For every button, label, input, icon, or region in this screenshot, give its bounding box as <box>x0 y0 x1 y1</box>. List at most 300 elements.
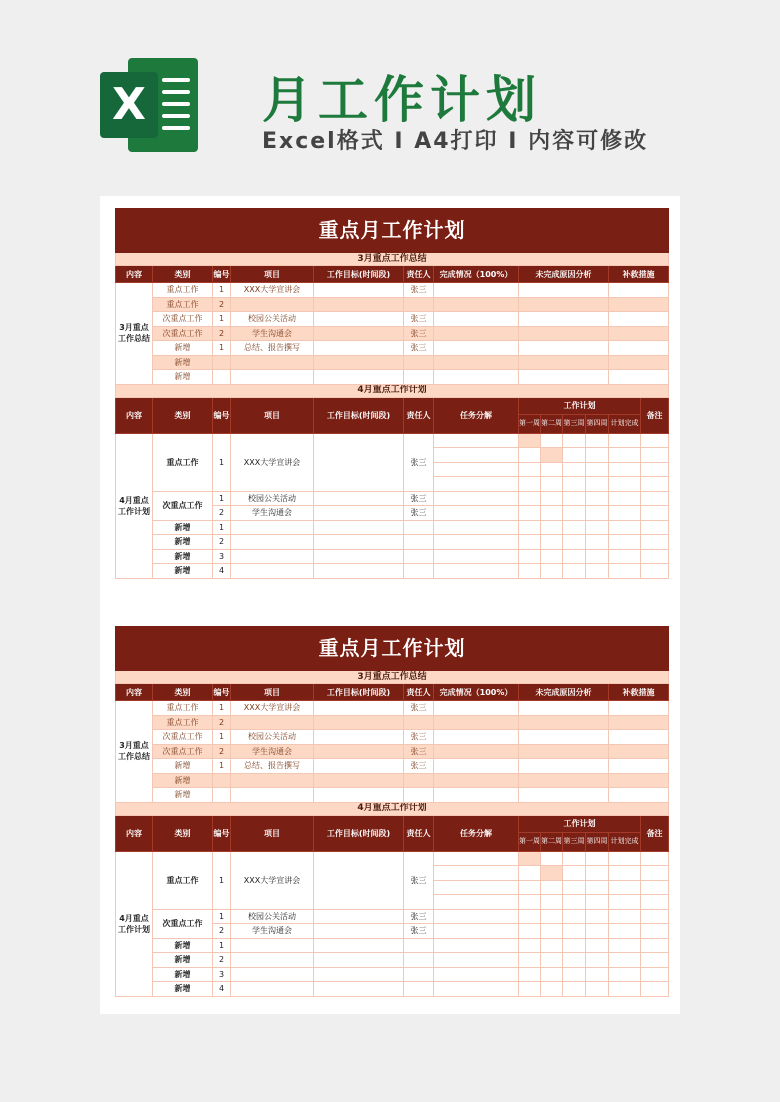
table-row <box>116 671 669 684</box>
table-cell <box>563 953 586 968</box>
owner-cell <box>404 297 434 312</box>
table-cell <box>434 370 519 385</box>
column-header: 项目 <box>231 397 314 433</box>
table-cell <box>434 520 519 535</box>
table-cell <box>563 924 586 939</box>
owner-cell: 张三 <box>404 730 434 745</box>
column-header: 内容 <box>116 397 153 433</box>
number-cell: 1 <box>213 433 231 491</box>
table-cell <box>641 895 669 910</box>
table-cell <box>609 788 669 803</box>
table-cell <box>563 520 586 535</box>
table-cell <box>519 866 541 881</box>
table-cell <box>586 506 609 521</box>
table-cell <box>314 938 404 953</box>
table-cell <box>434 549 519 564</box>
table-cell <box>314 924 404 939</box>
table-cell <box>641 866 669 881</box>
category-cell: 次重点工作 <box>153 491 213 520</box>
column-header: 责任人 <box>404 815 434 851</box>
table-cell <box>586 564 609 579</box>
table-cell <box>609 866 641 881</box>
table-cell <box>586 938 609 953</box>
plan-table <box>115 208 669 579</box>
table-cell <box>609 701 669 716</box>
owner-cell <box>404 715 434 730</box>
category-cell: 新增 <box>153 773 213 788</box>
table-cell <box>519 297 609 312</box>
table-cell <box>541 535 563 550</box>
column-header: 工作计划 <box>519 397 641 414</box>
table-cell <box>541 938 563 953</box>
week-header: 第三周 <box>563 414 586 433</box>
table-cell <box>314 744 404 759</box>
category-cell: 重点工作 <box>153 851 213 909</box>
sheet-title: 重点月工作计划 <box>116 627 669 671</box>
table-cell <box>434 535 519 550</box>
number-cell <box>213 788 231 803</box>
table-cell <box>434 730 519 745</box>
table-cell <box>314 355 404 370</box>
column-header: 未完成原因分析 <box>519 266 609 283</box>
table-cell <box>434 491 519 506</box>
page-subtitle: Excel格式 I A4打印 I 内容可修改 <box>262 129 649 154</box>
table-cell <box>609 895 641 910</box>
table-cell <box>609 938 641 953</box>
table-row <box>116 701 669 716</box>
table-cell <box>609 535 641 550</box>
table-cell <box>541 967 563 982</box>
category-cell: 次重点工作 <box>153 744 213 759</box>
table-cell <box>563 880 586 895</box>
table-cell <box>519 715 609 730</box>
table-cell <box>586 491 609 506</box>
table-cell <box>586 433 609 448</box>
owner-cell <box>404 370 434 385</box>
table-cell <box>641 549 669 564</box>
group-label: 4月重点工作计划 <box>116 433 153 578</box>
column-header: 编号 <box>213 684 231 701</box>
table-row <box>116 312 669 327</box>
table-cell <box>586 967 609 982</box>
number-cell: 1 <box>213 938 231 953</box>
table-row <box>116 297 669 312</box>
owner-cell: 张三 <box>404 851 434 909</box>
owner-cell: 张三 <box>404 341 434 356</box>
number-cell: 2 <box>213 297 231 312</box>
table-cell <box>609 283 669 298</box>
table-cell <box>609 715 669 730</box>
table-cell <box>609 967 641 982</box>
table-row <box>116 520 669 535</box>
owner-cell: 张三 <box>404 924 434 939</box>
table-cell <box>563 866 586 881</box>
table-cell <box>586 520 609 535</box>
table-cell <box>641 953 669 968</box>
table-cell <box>231 953 314 968</box>
table-cell <box>641 520 669 535</box>
table-row <box>116 967 669 982</box>
number-cell <box>213 370 231 385</box>
category-cell: 新增 <box>153 759 213 774</box>
week-header: 计划完成 <box>609 414 641 433</box>
table-row <box>116 851 669 866</box>
table-cell <box>609 355 669 370</box>
column-header: 项目 <box>231 684 314 701</box>
category-cell: 新增 <box>153 520 213 535</box>
table-cell <box>641 433 669 448</box>
table-cell <box>314 909 404 924</box>
project-cell: 校园公关活动 <box>231 491 314 506</box>
table-cell <box>434 462 519 477</box>
table-row <box>116 773 669 788</box>
table-cell <box>314 773 404 788</box>
plan-table <box>115 626 669 997</box>
group-label: 3月重点工作总结 <box>116 283 153 385</box>
project-cell: 总结、报告撰写 <box>231 341 314 356</box>
table-cell <box>519 312 609 327</box>
table-cell <box>231 938 314 953</box>
number-cell: 3 <box>213 549 231 564</box>
table-row <box>116 326 669 341</box>
category-cell: 新增 <box>153 535 213 550</box>
table-row <box>116 744 669 759</box>
table-cell <box>609 880 641 895</box>
gantt-bar <box>541 866 563 881</box>
table-cell <box>434 924 519 939</box>
project-cell <box>231 370 314 385</box>
table-cell <box>541 433 563 448</box>
table-cell <box>586 851 609 866</box>
table-cell <box>519 520 541 535</box>
table-cell <box>563 549 586 564</box>
table-cell <box>586 549 609 564</box>
table-cell <box>609 953 641 968</box>
table-cell <box>314 326 404 341</box>
table-cell <box>314 851 404 909</box>
project-cell <box>231 715 314 730</box>
table-cell <box>404 938 434 953</box>
column-header: 工作目标(时间段) <box>314 684 404 701</box>
table-cell <box>519 535 541 550</box>
table-cell <box>519 283 609 298</box>
table-row <box>116 549 669 564</box>
project-cell: XXX大学宣讲会 <box>231 701 314 716</box>
table-cell <box>641 491 669 506</box>
table-cell <box>541 982 563 997</box>
gantt-bar <box>519 433 541 448</box>
number-cell: 2 <box>213 535 231 550</box>
column-header: 内容 <box>116 684 153 701</box>
table-cell <box>434 312 519 327</box>
table-cell <box>231 535 314 550</box>
table-cell <box>404 549 434 564</box>
table-cell <box>641 938 669 953</box>
table-cell <box>519 924 541 939</box>
number-cell: 1 <box>213 283 231 298</box>
table-row <box>116 384 669 397</box>
column-header: 内容 <box>116 815 153 851</box>
table-row <box>116 341 669 356</box>
number-cell: 1 <box>213 730 231 745</box>
table-cell <box>519 967 541 982</box>
group-label: 4月重点工作计划 <box>116 851 153 996</box>
table-cell <box>541 477 563 492</box>
table-cell <box>641 880 669 895</box>
group-label: 3月重点工作总结 <box>116 701 153 803</box>
week-header: 第二周 <box>541 832 563 851</box>
number-cell: 1 <box>213 759 231 774</box>
category-cell: 次重点工作 <box>153 909 213 938</box>
table-cell <box>609 744 669 759</box>
week-header: 第一周 <box>519 832 541 851</box>
column-header: 备注 <box>641 815 669 851</box>
number-cell: 1 <box>213 520 231 535</box>
column-header: 补救措施 <box>609 266 669 283</box>
table-cell <box>541 549 563 564</box>
table-cell <box>609 506 641 521</box>
table-cell <box>519 759 609 774</box>
table-row <box>116 370 669 385</box>
table-cell <box>641 506 669 521</box>
table-cell <box>434 448 519 463</box>
number-cell: 1 <box>213 491 231 506</box>
table-cell <box>434 938 519 953</box>
category-cell: 新增 <box>153 370 213 385</box>
table-row <box>116 397 669 414</box>
column-header: 类别 <box>153 815 213 851</box>
table-cell <box>434 788 519 803</box>
gantt-bar <box>541 448 563 463</box>
table-cell <box>434 297 519 312</box>
project-cell: 学生沟通会 <box>231 924 314 939</box>
table-cell <box>314 788 404 803</box>
table-cell <box>519 462 541 477</box>
table-cell <box>434 953 519 968</box>
table-cell <box>609 297 669 312</box>
table-cell <box>314 341 404 356</box>
number-cell <box>213 773 231 788</box>
table-row <box>116 982 669 997</box>
owner-cell: 张三 <box>404 759 434 774</box>
table-cell <box>434 866 519 881</box>
project-cell <box>231 788 314 803</box>
category-cell: 新增 <box>153 564 213 579</box>
table-cell <box>314 283 404 298</box>
category-cell: 次重点工作 <box>153 326 213 341</box>
number-cell: 2 <box>213 326 231 341</box>
table-row <box>116 283 669 298</box>
page-title: 月工作计划 <box>262 71 542 129</box>
table-cell <box>519 326 609 341</box>
table-cell <box>519 477 541 492</box>
table-cell <box>609 549 641 564</box>
project-cell <box>231 773 314 788</box>
week-header: 第一周 <box>519 414 541 433</box>
table-row <box>116 355 669 370</box>
table-cell <box>541 924 563 939</box>
category-cell: 重点工作 <box>153 283 213 298</box>
table-cell <box>519 788 609 803</box>
table-cell <box>609 433 641 448</box>
table-row <box>116 433 669 448</box>
table-cell <box>563 967 586 982</box>
table-cell <box>586 448 609 463</box>
project-cell: XXX大学宣讲会 <box>231 433 314 491</box>
table-cell <box>314 967 404 982</box>
excel-logo-icon: X <box>100 58 200 152</box>
week-header: 第四周 <box>586 414 609 433</box>
table-cell <box>586 953 609 968</box>
category-cell: 新增 <box>153 341 213 356</box>
owner-cell: 张三 <box>404 744 434 759</box>
table-cell <box>563 477 586 492</box>
table-cell <box>641 462 669 477</box>
number-cell <box>213 355 231 370</box>
table-cell <box>519 506 541 521</box>
table-cell <box>641 967 669 982</box>
table-cell <box>519 744 609 759</box>
number-cell: 2 <box>213 506 231 521</box>
table-cell <box>541 953 563 968</box>
table-row <box>116 788 669 803</box>
table-row <box>116 909 669 924</box>
category-cell: 重点工作 <box>153 433 213 491</box>
section-title: 4月重点工作计划 <box>116 384 669 397</box>
column-header: 任务分解 <box>434 397 519 433</box>
table-cell <box>314 297 404 312</box>
column-header: 类别 <box>153 397 213 433</box>
table-row <box>116 627 669 671</box>
column-header: 备注 <box>641 397 669 433</box>
table-row <box>116 815 669 832</box>
table-cell <box>541 909 563 924</box>
table-cell <box>519 880 541 895</box>
table-cell <box>609 520 641 535</box>
category-cell: 次重点工作 <box>153 312 213 327</box>
column-header: 工作目标(时间段) <box>314 815 404 851</box>
table-cell <box>586 982 609 997</box>
category-cell: 新增 <box>153 953 213 968</box>
table-cell <box>609 909 641 924</box>
table-cell <box>563 564 586 579</box>
project-cell <box>231 297 314 312</box>
project-cell: 校园公关活动 <box>231 730 314 745</box>
table-cell <box>231 564 314 579</box>
column-header: 责任人 <box>404 684 434 701</box>
column-header: 项目 <box>231 266 314 283</box>
table-cell <box>563 909 586 924</box>
table-cell <box>609 773 669 788</box>
table-cell <box>434 909 519 924</box>
category-cell: 次重点工作 <box>153 730 213 745</box>
table-cell <box>434 433 519 448</box>
table-cell <box>586 895 609 910</box>
table-row <box>116 938 669 953</box>
table-cell <box>404 953 434 968</box>
number-cell: 1 <box>213 312 231 327</box>
table-cell <box>641 982 669 997</box>
table-cell <box>314 730 404 745</box>
table-cell <box>314 433 404 491</box>
table-cell <box>434 701 519 716</box>
table-cell <box>434 880 519 895</box>
column-header: 补救措施 <box>609 684 669 701</box>
category-cell: 重点工作 <box>153 297 213 312</box>
project-cell: 校园公关活动 <box>231 312 314 327</box>
table-cell <box>519 549 541 564</box>
table-cell <box>519 953 541 968</box>
table-cell <box>609 462 641 477</box>
table-cell <box>519 982 541 997</box>
table-cell <box>231 967 314 982</box>
table-cell <box>563 535 586 550</box>
category-cell: 新增 <box>153 549 213 564</box>
owner-cell <box>404 355 434 370</box>
table-cell <box>609 851 641 866</box>
table-cell <box>404 967 434 982</box>
table-row <box>116 564 669 579</box>
category-cell: 新增 <box>153 788 213 803</box>
table-row <box>116 266 669 283</box>
table-cell <box>609 477 641 492</box>
table-cell <box>314 564 404 579</box>
project-cell: 学生沟通会 <box>231 506 314 521</box>
table-cell <box>641 448 669 463</box>
column-header: 编号 <box>213 397 231 433</box>
table-cell <box>586 924 609 939</box>
table-cell <box>434 715 519 730</box>
project-cell: XXX大学宣讲会 <box>231 851 314 909</box>
column-header: 责任人 <box>404 397 434 433</box>
owner-cell: 张三 <box>404 909 434 924</box>
table-cell <box>519 355 609 370</box>
project-cell: 总结、报告撰写 <box>231 759 314 774</box>
number-cell: 2 <box>213 924 231 939</box>
owner-cell: 张三 <box>404 491 434 506</box>
column-header: 类别 <box>153 684 213 701</box>
table-cell <box>519 938 541 953</box>
column-header: 工作计划 <box>519 815 641 832</box>
column-header: 任务分解 <box>434 815 519 851</box>
column-header: 完成情况（100%） <box>434 266 519 283</box>
table-cell <box>519 448 541 463</box>
table-cell <box>519 773 609 788</box>
column-header: 编号 <box>213 266 231 283</box>
project-cell: 学生沟通会 <box>231 744 314 759</box>
number-cell: 3 <box>213 967 231 982</box>
table-cell <box>314 535 404 550</box>
table-cell <box>541 506 563 521</box>
table-cell <box>434 477 519 492</box>
column-header: 完成情况（100%） <box>434 684 519 701</box>
table-cell <box>586 462 609 477</box>
table-cell <box>314 715 404 730</box>
project-cell: 学生沟通会 <box>231 326 314 341</box>
table-cell <box>609 982 641 997</box>
owner-cell: 张三 <box>404 283 434 298</box>
table-cell <box>563 982 586 997</box>
table-cell <box>434 773 519 788</box>
table-cell <box>563 506 586 521</box>
table-cell <box>404 535 434 550</box>
number-cell: 2 <box>213 744 231 759</box>
table-cell <box>586 880 609 895</box>
table-cell <box>314 312 404 327</box>
column-header: 类别 <box>153 266 213 283</box>
project-cell <box>231 355 314 370</box>
owner-cell <box>404 773 434 788</box>
